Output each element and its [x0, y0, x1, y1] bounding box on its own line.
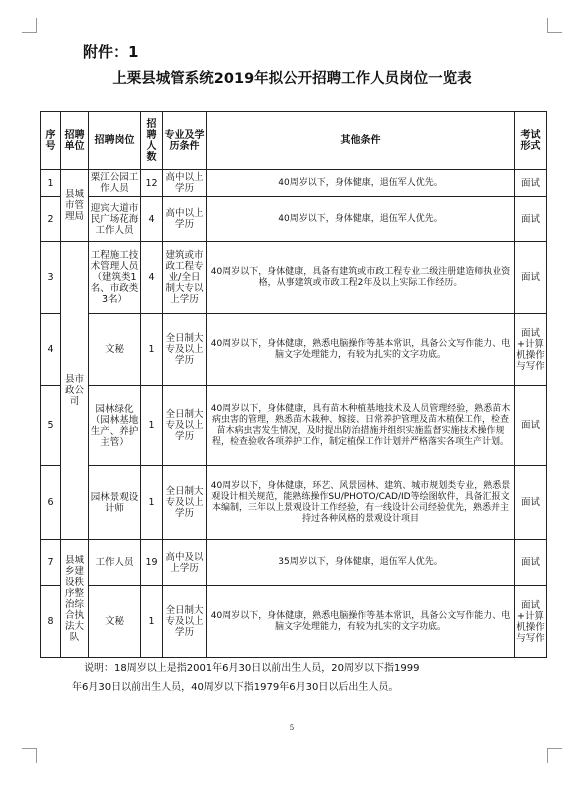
- cell-post: 工作人员: [89, 540, 141, 586]
- cell-no: 3: [41, 242, 61, 314]
- page-number: 5: [289, 724, 295, 732]
- header-edu: 专业及学历条件: [163, 112, 207, 170]
- cell-unit: 县城市管理局: [61, 170, 89, 242]
- attachment-label: 附件：1: [83, 43, 139, 61]
- cell-edu: 全日制大专及以上学历: [163, 586, 207, 658]
- cell-no: 6: [41, 466, 61, 540]
- cell-no: 2: [41, 197, 61, 242]
- crop-mark-bottom-right: [547, 748, 562, 763]
- cell-edu: 高中以上学历: [163, 170, 207, 197]
- cell-unit: 县市政公司: [61, 242, 89, 540]
- cell-count: 1: [141, 466, 163, 540]
- header-unit: 招聘单位: [61, 112, 89, 170]
- cell-no: 5: [41, 386, 61, 466]
- cell-edu: 建筑或市政工程专业/全日制大专以上学历: [163, 242, 207, 314]
- cell-count: 4: [141, 197, 163, 242]
- table-row: [41, 466, 547, 540]
- crop-mark-top-left: [22, 18, 37, 33]
- page-title: 上栗县城管系统2019年拟公开招聘工作人员岗位一览表: [112, 71, 472, 87]
- cell-post: 园林景观设计师: [89, 466, 141, 540]
- cell-exam: 面试: [515, 197, 547, 242]
- cell-post: 迎宾大道市民广场花海工作人员: [89, 197, 141, 242]
- cell-exam: 面试: [515, 170, 547, 197]
- cell-edu: 全日制大专及以上学历: [163, 466, 207, 540]
- cell-edu: 高中及以上学历: [163, 540, 207, 586]
- cell-post: 工程施工技术管理人员（建筑类1名、市政类3名）: [89, 242, 141, 314]
- cell-post: 园林绿化（园林基地生产、养护主管）: [89, 386, 141, 466]
- crop-mark-bottom-left: [22, 748, 37, 763]
- cell-no: 8: [41, 586, 61, 658]
- table-row: [41, 197, 547, 242]
- cell-edu: 高中以上学历: [163, 197, 207, 242]
- cell-no: 7: [41, 540, 61, 586]
- cell-exam: 面试+计算机操作与写作: [515, 314, 547, 386]
- header-post: 招聘岗位: [89, 112, 141, 170]
- header-other: 其他条件: [207, 112, 515, 170]
- cell-other: 40周岁以下，身体健康，退伍军人优先。: [207, 197, 515, 242]
- table-row: [41, 386, 547, 466]
- cell-exam: 面试: [515, 242, 547, 314]
- cell-no: 4: [41, 314, 61, 386]
- footnote-line-2: 年6月30日以前出生人员，40周岁以下指1979年6月30日以后出生人员。: [72, 682, 399, 693]
- header-count: 招聘人数: [141, 112, 163, 170]
- table-row: [41, 586, 547, 658]
- cell-post: 栗江公园工作人员: [89, 170, 141, 197]
- cell-other: 40周岁以下，身体健康，具备有建筑或市政工程专业二级注册建造师执业资格，从事建筑或市政工程2年及以上实际工作经历。: [207, 242, 515, 314]
- cell-exam: 面试+计算机操作与写作: [515, 586, 547, 658]
- cell-other: 40周岁以下，身体健康，具有苗木种植基地技术及人员管理经验，熟悉苗木病虫害的管理，熟悉苗木栽种、嫁接、日常养护管理及苗木植保工作，检查苗木病虫害发生情况，及时提出防治措施并组织实施监督实施技术操作规程，检查验收各项养护工作，制定植保工作计划并严格落实各项生产计划。: [207, 386, 515, 466]
- cell-other: 40周岁以下，身体健康，熟悉电脑操作等基本常识，具备公文写作能力、电脑文字处理能力，有较为扎实的文字功底。: [207, 314, 515, 386]
- cell-count: 19: [141, 540, 163, 586]
- cell-other: 40周岁以下，身体健康，环艺、风景园林、建筑、城市规划类专业，熟悉景观设计相关规范，能熟练操作SU/PHOTO/CAD/ID等绘图软件，具备汇报文本编制，三年以上景观设计工作经验，有一线设计公司经验优先，熟悉并主持过各种风格的景观设计项目: [207, 466, 515, 540]
- positions-table: [40, 111, 547, 658]
- cell-post: 文秘: [89, 586, 141, 658]
- cell-count: 12: [141, 170, 163, 197]
- cell-count: 4: [141, 242, 163, 314]
- cell-edu: 全日制大专及以上学历: [163, 314, 207, 386]
- cell-edu: 全日制大专及以上学历: [163, 386, 207, 466]
- header-exam: 考试形式: [515, 112, 547, 170]
- table-row: [41, 314, 547, 386]
- table-row: [41, 540, 547, 586]
- cell-no: 1: [41, 170, 61, 197]
- footnote: [72, 659, 524, 697]
- cell-exam: 面试: [515, 540, 547, 586]
- cell-count: 1: [141, 314, 163, 386]
- cell-unit: 县城乡建设秩序整治综合执法大队: [61, 540, 89, 658]
- table-row: [41, 242, 547, 314]
- cell-other: 40周岁以下，身体健康，熟悉电脑操作等基本常识，具备公文写作能力、电脑文字处理能力，有较为扎实的文字功底。: [207, 586, 515, 658]
- cell-other: 40周岁以下，身体健康，退伍军人优先。: [207, 170, 515, 197]
- header-no: 序号: [41, 112, 61, 170]
- cell-other: 35周岁以下，身体健康，退伍军人优先。: [207, 540, 515, 586]
- footnote-line-1: 说明：18周岁以上是指2001年6月30日以前出生人员，20周岁以下指1999: [84, 663, 420, 674]
- cell-exam: 面试: [515, 466, 547, 540]
- cell-count: 1: [141, 386, 163, 466]
- table-header-row: [41, 112, 547, 170]
- cell-exam: 面试: [515, 386, 547, 466]
- table-row: [41, 170, 547, 197]
- cell-post: 文秘: [89, 314, 141, 386]
- crop-mark-top-right: [547, 18, 562, 33]
- cell-count: 1: [141, 586, 163, 658]
